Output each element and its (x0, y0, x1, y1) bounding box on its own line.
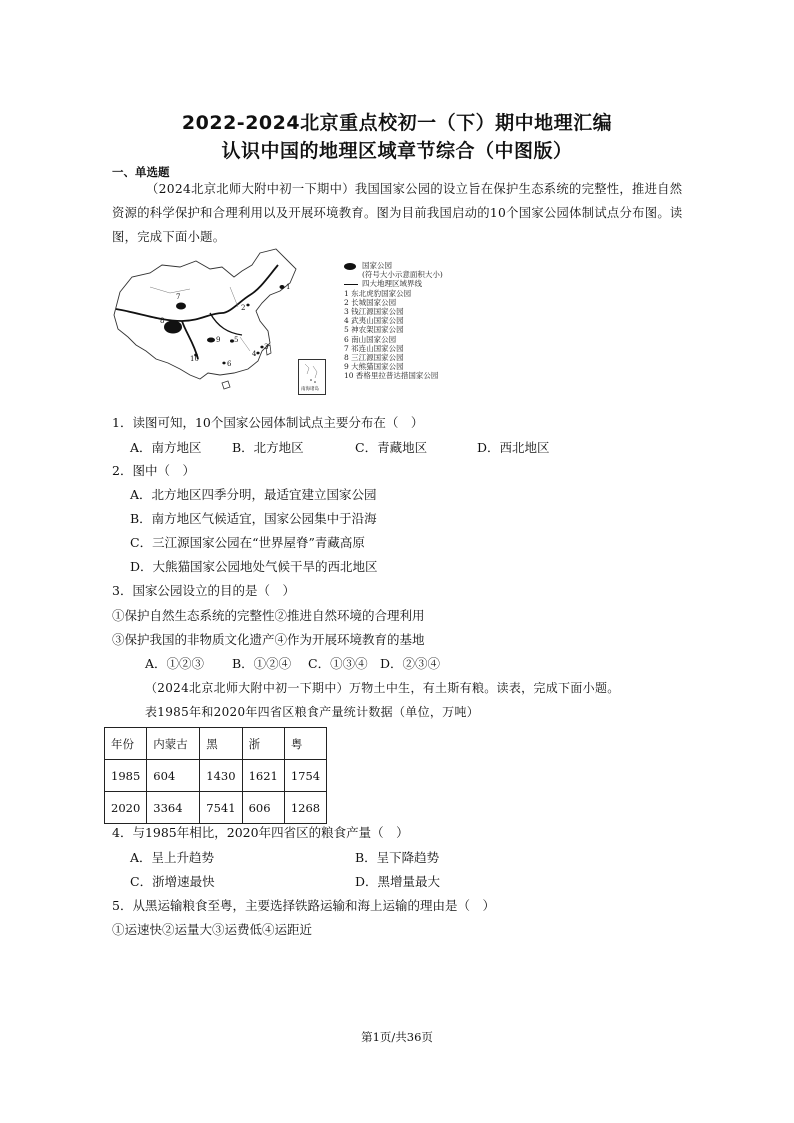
q4-option-d: D．黑增量最大 (355, 874, 441, 889)
map-number-6: 6 (227, 360, 232, 368)
table-row (105, 792, 327, 824)
park-marker-6 (222, 362, 225, 365)
intro-paragraph-2: （2024北京北师大附中初一下期中）万物土中生，有土斯有粮。读表，完成下面小题。 (145, 681, 620, 695)
table-header-cell: 年份 (105, 728, 147, 760)
park-marker-1 (280, 285, 285, 289)
map-legend (344, 261, 443, 381)
legend-item: 7 祁连山国家公园 (344, 343, 404, 353)
table-header-cell: 黑 (200, 728, 242, 760)
q3-option-d: D．②③④ (380, 656, 441, 671)
q1-option-b: B．北方地区 (232, 440, 304, 455)
q3-option-a: A．①②③ (145, 656, 205, 671)
question-1-stem: 1．读图可知，10个国家公园体制试点主要分布在（ ） (112, 415, 424, 430)
question-3-stem: 3．国家公园设立的目的是（ ） (112, 583, 295, 598)
q5-statements: ①运速快②运量大③运费低④运距近 (112, 922, 313, 937)
south-china-sea-inset (298, 359, 326, 395)
legend-park-row (344, 261, 443, 270)
table-caption: 表1985年和2020年四省区粮食产量统计数据（单位，万吨） (145, 705, 480, 719)
table-cell: 7541 (200, 792, 242, 824)
legend-item: 10 香格里拉普达措国家公园 (344, 371, 439, 381)
q4-option-a: A．呈上升趋势 (130, 850, 215, 865)
legend-item: 6 南山国家公园 (344, 334, 397, 344)
legend-boundary-label: 四大地理区域界线 (362, 279, 422, 289)
table-cell: 606 (242, 792, 284, 824)
legend-item: 1 东北虎豹国家公园 (344, 288, 412, 298)
section-heading: 一、单选题 (112, 165, 170, 179)
inset-label: 南海诸岛 (301, 387, 319, 392)
table-cell: 3364 (147, 792, 200, 824)
park-marker-7 (176, 303, 186, 310)
grain-production-table (104, 727, 327, 824)
map-number-3: 3 (264, 343, 269, 351)
question-5-stem: 5．从黑运输粮食至粤，主要选择铁路运输和海上运输的理由是（ ） (112, 898, 495, 913)
q2-option-c: C．三江源国家公园在“世界屋脊”青藏高原 (130, 535, 365, 550)
legend-item: 2 长城国家公园 (344, 297, 397, 307)
table-cell: 1985 (105, 760, 147, 792)
table-cell: 1268 (284, 792, 326, 824)
boundary-line-icon (344, 284, 358, 285)
legend-boundary-row (344, 279, 443, 288)
park-marker-2 (246, 304, 249, 307)
table-header-cell: 内蒙古 (147, 728, 200, 760)
q2-option-b: B．南方地区气候适宜，国家公园集中于沿海 (130, 511, 377, 526)
page-title-line1: 2022-2024北京重点校初一（下）期中地理汇编 (181, 112, 613, 134)
park-marker-4 (256, 352, 259, 355)
q4-option-b: B．呈下降趋势 (355, 850, 440, 865)
table-header-cell: 粤 (284, 728, 326, 760)
intro-paragraph-1: （2024北京北师大附中初一下期中）我国国家公园的设立旨在保护生态系统的完整性，推进自然资源的科学保护和合理利用以及开展环境教育。图为目前我国启动的10个国家公园体制试点分布图。读图，完成下面小题。 (112, 182, 683, 244)
map-number-7: 7 (176, 293, 181, 301)
table-header-row (105, 728, 327, 760)
map-number-5: 5 (234, 336, 239, 344)
legend-item: 3 钱江源国家公园 (344, 307, 404, 317)
china-park-map (110, 247, 342, 397)
park-marker-9 (207, 338, 215, 343)
park-symbol-icon (344, 263, 356, 270)
q3-statements-2: ③保护我国的非物质文化遗产④作为开展环境教育的基地 (112, 632, 425, 647)
table-cell: 2020 (105, 792, 147, 824)
q3-statements-1: ①保护自然生态系统的完整性②推进自然环境的合理利用 (112, 608, 425, 623)
q1-option-c: C．青藏地区 (355, 440, 428, 455)
q2-option-a: A．北方地区四季分明，最适宜建立国家公园 (130, 487, 377, 502)
legend-item: 5 神农架国家公园 (344, 325, 404, 335)
table-cell: 1621 (242, 760, 284, 792)
q4-option-c: C．浙增速最快 (130, 874, 215, 889)
park-marker-8 (164, 321, 182, 334)
map-number-9: 9 (216, 336, 221, 344)
page-title-line2: 认识中国的地理区域章节综合（中图版） (221, 140, 573, 162)
q1-option-a: A．南方地区 (130, 440, 202, 455)
question-2-stem: 2．图中（ ） (112, 463, 195, 478)
q3-option-b: B．①②④ (232, 656, 292, 671)
table-cell: 1430 (200, 760, 242, 792)
table-header-cell: 浙 (242, 728, 284, 760)
map-number-1: 1 (286, 283, 291, 291)
question-4-stem: 4．与1985年相比，2020年四省区的粮食产量（ ） (112, 825, 409, 840)
legend-item: 9 大熊猫国家公园 (344, 362, 404, 372)
legend-park-note: (符号大小示意面积大小) (362, 270, 443, 280)
table-row (105, 760, 327, 792)
table-cell: 604 (147, 760, 200, 792)
q1-option-d: D．西北地区 (477, 440, 550, 455)
map-number-2: 2 (241, 304, 246, 312)
legend-item: 8 三江源国家公园 (344, 353, 404, 363)
page-number: 第1页/共36页 (361, 1030, 433, 1044)
q3-option-c: C．①③④ (308, 656, 368, 671)
map-number-8: 8 (160, 317, 165, 325)
table-cell: 1754 (284, 760, 326, 792)
q2-option-d: D．大熊猫国家公园地处气候干旱的西北地区 (130, 559, 378, 574)
legend-item: 4 武夷山国家公园 (344, 316, 404, 326)
map-number-4: 4 (252, 350, 257, 358)
map-number-10: 10 (190, 355, 199, 363)
legend-park-label: 国家公园 (362, 261, 392, 270)
